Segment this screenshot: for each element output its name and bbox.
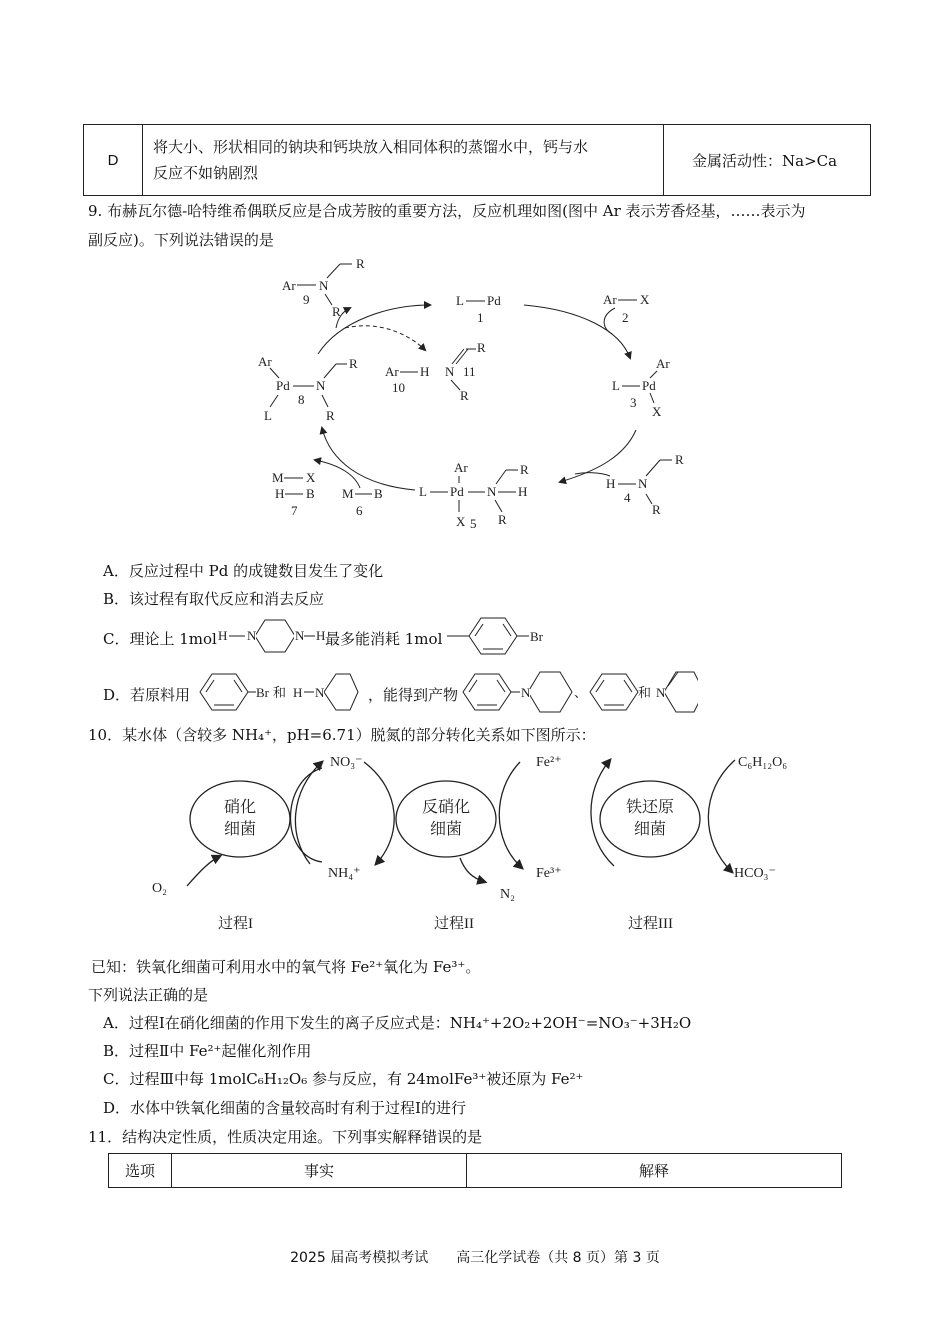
d-and2: 和: [638, 685, 652, 700]
process-2-label: 过程II: [434, 916, 474, 932]
c11-n: N: [445, 364, 455, 379]
c5-pd: Pd: [450, 484, 464, 499]
q9-mechanism-diagram: [0, 250, 950, 550]
q10-option-a[interactable]: A．过程Ⅰ在硝化细菌的作用下发生的离子反应式是：NH₄⁺+2O₂+2OH⁻=NO₃⁻+3H₂O: [103, 1014, 692, 1032]
c11-num: 11: [463, 364, 476, 379]
fact-cell: [143, 125, 664, 196]
c4-num: 4: [624, 490, 631, 505]
c3-num: 3: [630, 395, 637, 410]
fact-line-2: 反应不如钠剧烈: [153, 164, 259, 182]
explanation-cell: 金属活动性：Na>Ca: [664, 125, 871, 196]
q11-table: [108, 1153, 842, 1188]
no3-label: NO₃⁻: [330, 755, 363, 770]
d-n2: N: [521, 685, 531, 700]
q9-stem-line2: 副反应)。下列说法错误的是: [88, 231, 274, 249]
q11-header-fact: 事实: [172, 1154, 467, 1188]
c8-pd: Pd: [276, 378, 290, 393]
piperazine-n2: N: [295, 628, 305, 643]
q9-option-d-mid: ，能得到产物: [368, 686, 459, 704]
c3-pd: Pd: [642, 378, 656, 393]
c6-m: M: [342, 486, 354, 501]
option-label: D: [84, 125, 143, 196]
c5-n: N: [487, 484, 497, 499]
c9-r1: R: [356, 256, 365, 271]
q9-option-c-prefix: C．理论上 1mol: [103, 630, 217, 648]
c4-r1: R: [675, 452, 684, 467]
piperazine-h2: H: [316, 628, 326, 643]
c4-n: N: [638, 476, 648, 491]
c5-r1: R: [520, 462, 529, 477]
c7-m: M: [272, 470, 284, 485]
c10-h: H: [420, 364, 430, 379]
c8-num: 8: [298, 392, 305, 407]
piperazine-h1: H: [218, 628, 228, 643]
process-1-label: 过程I: [218, 916, 253, 932]
q9-option-d-prefix: D．若原料用: [103, 686, 191, 704]
page-footer: 2025 届高考模拟考试 高三化学试卷（共 8 页）第 3 页: [290, 1250, 660, 1266]
c8-n: N: [316, 378, 326, 393]
process-3-label: 过程III: [628, 916, 673, 932]
q9-option-c-mid: 最多能消耗 1mol: [325, 630, 443, 648]
c1-l: L: [456, 293, 464, 308]
c5-ar: Ar: [454, 460, 468, 475]
q9-option-a[interactable]: A．反应过程中 Pd 的成键数目发生了变化: [103, 562, 384, 580]
q9-option-d[interactable]: [103, 684, 190, 706]
c11-r2: R: [460, 388, 469, 403]
o2-label: O₂: [152, 881, 167, 896]
q10-option-b[interactable]: B．过程Ⅱ中 Fe²⁺起催化剂作用: [103, 1042, 312, 1060]
fact-line-1: 将大小、形状相同的钠块和钙块放入相同体积的蒸馏水中，钙与水: [153, 138, 589, 156]
d-n1: N: [315, 685, 325, 700]
c2-x: X: [640, 292, 650, 307]
c6-num: 6: [356, 503, 363, 518]
c7-num: 7: [291, 503, 298, 518]
c10-num: 10: [392, 380, 405, 395]
c9-n: N: [319, 278, 329, 293]
c2-ar: Ar: [603, 292, 617, 307]
q10-option-c[interactable]: C．过程Ⅲ中每 1molC₆H₁₂O₆ 参与反应，有 24molFe³⁺被还原为 Fe²⁺: [103, 1070, 584, 1088]
iron-line1: 铁还原: [625, 799, 675, 816]
c5-r2: R: [498, 512, 507, 527]
c9-r2: R: [332, 304, 341, 319]
bromobenzene-structure: [445, 612, 555, 660]
c5-num: 5: [470, 516, 477, 531]
fe3-label: Fe³⁺: [536, 866, 562, 881]
q10-stem: 10．某水体（含较多 NH₄⁺，pH=6.71）脱氮的部分转化关系如下图所示：: [88, 726, 596, 744]
c10-ar: Ar: [385, 364, 399, 379]
c5-x: X: [456, 514, 466, 529]
q11-header-option: 选项: [109, 1154, 172, 1188]
c9-ar: Ar: [282, 278, 296, 293]
c4-r2: R: [652, 502, 661, 517]
c5-l: L: [419, 484, 427, 499]
q10-ask: 下列说法正确的是: [88, 986, 209, 1004]
denitrifying-line2: 细菌: [429, 821, 463, 838]
d-n3: N: [656, 685, 666, 700]
n2-label: N₂: [500, 887, 515, 902]
q11-stem: 11．结构决定性质，性质决定用途。下列事实解释错误的是: [88, 1128, 483, 1146]
d-h: H: [293, 685, 303, 700]
c8-r2: R: [326, 408, 335, 423]
hco3-label: HCO₃⁻: [734, 866, 776, 881]
c8-l: L: [264, 408, 272, 423]
nh4-label: NH₄⁺: [328, 866, 361, 881]
c7-h: H: [275, 486, 285, 501]
q10-option-d[interactable]: D．水体中铁氧化细菌的含量较高时有利于过程Ⅰ的进行: [103, 1099, 466, 1117]
glucose-label: C₆H₁₂O₆: [738, 755, 788, 770]
q11-header-explanation: 解释: [467, 1154, 842, 1188]
piperazine-n1: N: [247, 628, 257, 643]
c3-ar: Ar: [656, 356, 670, 371]
c11-r1: R: [477, 340, 486, 355]
c9-num: 9: [303, 292, 310, 307]
c1-pd: Pd: [487, 293, 501, 308]
q9-option-c[interactable]: [103, 628, 217, 650]
bromobenzene-br: Br: [530, 629, 543, 644]
c7-b: B: [306, 486, 315, 501]
d-and: 和: [273, 685, 287, 700]
fe2-label: Fe²⁺: [536, 755, 562, 770]
iron-line2: 细菌: [633, 821, 667, 838]
c3-l: L: [612, 378, 620, 393]
q9-option-b[interactable]: B．该过程有取代反应和消去反应: [103, 590, 325, 608]
c4-h: H: [606, 476, 616, 491]
c1-num: 1: [477, 310, 484, 325]
c3-x: X: [652, 404, 662, 419]
nitrifying-line1: 硝化: [223, 799, 257, 816]
nitrifying-line2: 细菌: [223, 821, 257, 838]
d-br: Br: [256, 685, 269, 700]
q9-stem-line1: 9. 布赫瓦尔德-哈特维希偶联反应是合成芳胺的重要方法，反应机理如图(图中 Ar 表示芳香烃基，……表示为: [88, 202, 806, 220]
q10-denitrification-diagram: [140, 746, 820, 946]
d-sep: 、: [574, 685, 588, 700]
c5-h: H: [518, 484, 528, 499]
c8-r1: R: [349, 356, 358, 371]
c6-b: B: [374, 486, 383, 501]
q10-known: 已知：铁氧化细菌可利用水中的氧气将 Fe²⁺氧化为 Fe³⁺。: [91, 958, 481, 976]
piperazine-structure: [215, 612, 330, 660]
c8-ar: Ar: [258, 354, 272, 369]
c7-x: X: [306, 470, 316, 485]
denitrifying-line1: 反硝化: [421, 799, 471, 816]
table-option-d: [83, 124, 871, 196]
c2-num: 2: [622, 310, 629, 325]
